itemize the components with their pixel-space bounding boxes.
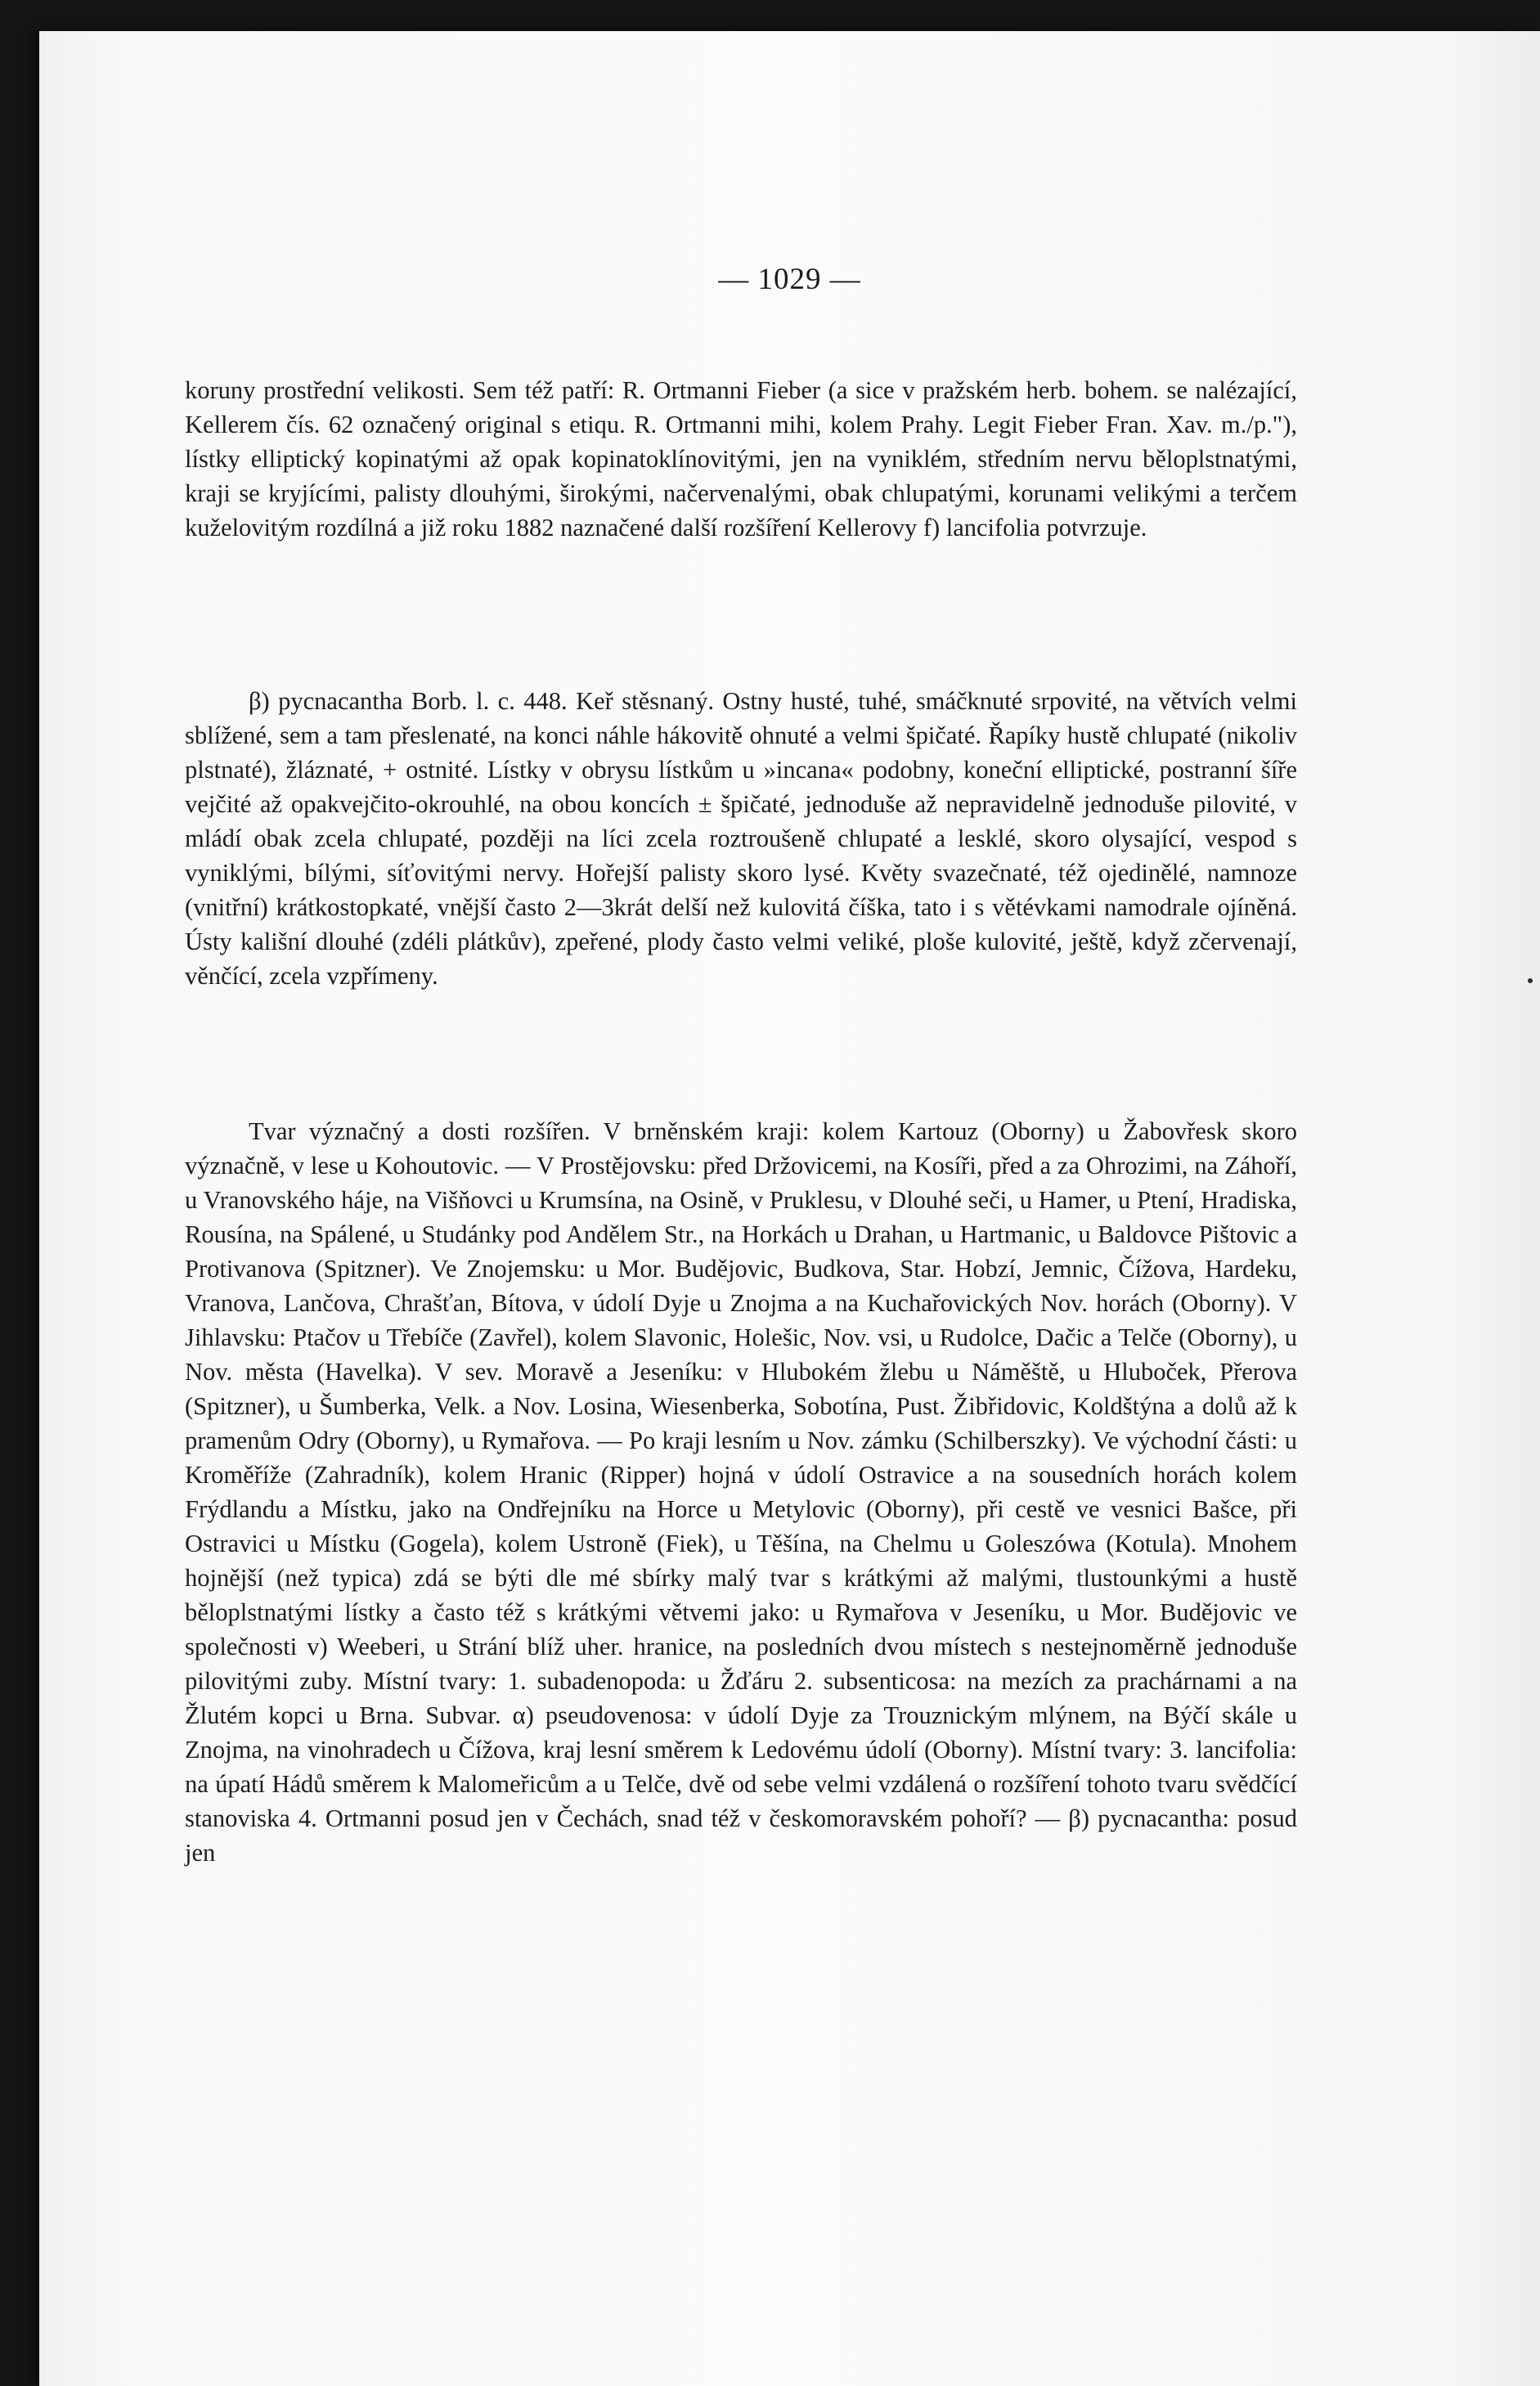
paragraph-pycnacantha xyxy=(185,684,1297,993)
scan-speck xyxy=(1528,978,1533,983)
paragraph-text: β) pycnacantha Borb. l. c. 448. Keř stěsnaný. Ostny husté, tuhé, smáčknuté srpovité, na větvích velmi sblížené, sem a tam přeslenaté, na konci náhle hákovitě ohnuté a velmi špičaté. Řapíky hustě chlupaté (nikoliv plstnaté), žláznaté, + ostnité. Lístky v obrysu lístkům u »incana« podobny, koneční elliptické, postranní šíře vejčité až opakvejčito-okrouhlé, na obou koncích ± špičaté, jednoduše až nepravidelně jednoduše pilovité, v mládí obak zcela chlupaté, později na líci zcela roztroušeně chlupaté a lesklé, skoro olysající, vespod s vyniklými, bílými, síťovitými nervy. Hořejší palisty skoro lysé. Květy svazečnaté, též ojedinělé, namnoze (vnitřní) krátkostopkaté, vnější často 2—3krát delší než kulovitá číška, tato i s větévkami namodrale ojíněná. Ústy kališní dlouhé (zdéli plátkův), zpeřené, plody často velmi veliké, ploše kulovité, ještě, když zčervenají, věnčící, zcela vzpřímeny. xyxy=(185,687,1297,990)
scanned-page xyxy=(39,31,1540,2386)
paragraph-text: Tvar význačný a dosti rozšířen. V brněnském kraji: kolem Kartouz (Oborny) u Žabovřesk skoro význačně, v lese u Kohoutovic. — V Prostějovsku: před Držovicemi, na Kosíři, před a za Ohrozimi, na Záhoří, u Vranovského háje, na Višňovci u Krumsína, na Osině, v Pruklesu, v Dlouhé seči, u Hamer, u Ptení, Hradiska, Rousína, na Spálené, u Studánky pod Andělem Str., na Horkách u Drahan, u Hartmanic, u Baldovce Pištovic a Protivanova (Spitzner). Ve Znojemsku: u Mor. Budějovic, Budkova, Star. Hobzí, Jemnic, Čížova, Hardeku, Vranova, Lančova, Chrašťan, Bítova, v údolí Dyje u Znojma a na Kuchařovických Nov. horách (Oborny). V Jihlavsku: Ptačov u Třebíče (Zavřel), kolem Slavonic, Holešic, Nov. vsi, u Rudolce, Dačic a Telče (Oborny), u Nov. města (Havelka). V sev. Moravě a Jeseníku: v Hlubokém žlebu u Náměště, u Hluboček, Přerova (Spitzner), u Šumberka, Velk. a Nov. Losina, Wiesenberka, Sobotína, Pust. Žibřidovic, Koldštýna a dolů až k pramenům Odry (Oborny), u Rymařova. — Po kraji lesním u Nov. zámku (Schilberszky). Ve východní části: u Kroměříže (Zahradník), kolem Hranic (Ripper) hojná v údolí Ostravice a na sousedních horách kolem Frýdlandu a Místku, jako na Ondřejníku na Horce u Metylovic (Oborny), při cestě ve vesnici Bašce, při Ostravici u Místku (Gogela), kolem Ustroně (Fiek), u Těšína, na Chelmu u Goleszówa (Kotula). Mnohem hojnější (než typica) zdá se býti dle mé sbírky malý tvar s krátkými až malými, tlustounkými a hustě běloplstnatými lístky a často též s krátkými větvemi jako: u Rymařova v Jeseníku, u Mor. Budějovic ve společnosti v) Weeberi, u Strání blíž uher. hranice, na posledních dvou místech s nestejnoměrně jednoduše pilovitými zuby. Místní tvary: 1. subadenopoda: u Žďáru 2. subsenticosa: na mezích za prachárnami a na Žlutém kopci u Brna. Subvar. α) pseudovenosa: v údolí Dyje za Trouznickým mlýnem, na Býčí skále u Znojma, na vinohradech u Čížova, kraj lesní směrem k Ledovému údolí (Oborny). Místní tvary: 3. lancifolia: na úpatí Hádů směrem k Malomeřicům a u Telče, dvě od sebe velmi vzdálená o rozšíření tohoto tvaru svědčící stanoviska 4. Ortmanni posud jen v Čechách, snad též v českomoravském pohoří? — β) pycnacantha: posud jen xyxy=(185,1117,1297,1867)
paragraph-text: koruny prostřední velikosti. Sem též patří: R. Ortmanni Fieber (a sice v pražském herb. bohem. se nalézající, Kellerem čís. 62 označený original s etiqu. R. Ortmanni mihi, kolem Prahy. Legit Fieber Fran. Xav. m./p."), lístky elliptický kopinatými až opak kopinatoklínovitými, jen na vyniklém, středním nervu běloplstnatými, kraji se kryjícími, palisty dlouhými, širokými, načervenalými, obak chlupatými, korunami velikými a terčem kuželovitým rozdílná a již roku 1882 naznačené další rozšíření Kellerovy f) lancifolia potvrzuje. xyxy=(185,376,1297,541)
paragraph-distribution xyxy=(185,1114,1297,1870)
paragraph-continuation xyxy=(185,373,1297,545)
page-number: — 1029 — xyxy=(718,263,861,296)
